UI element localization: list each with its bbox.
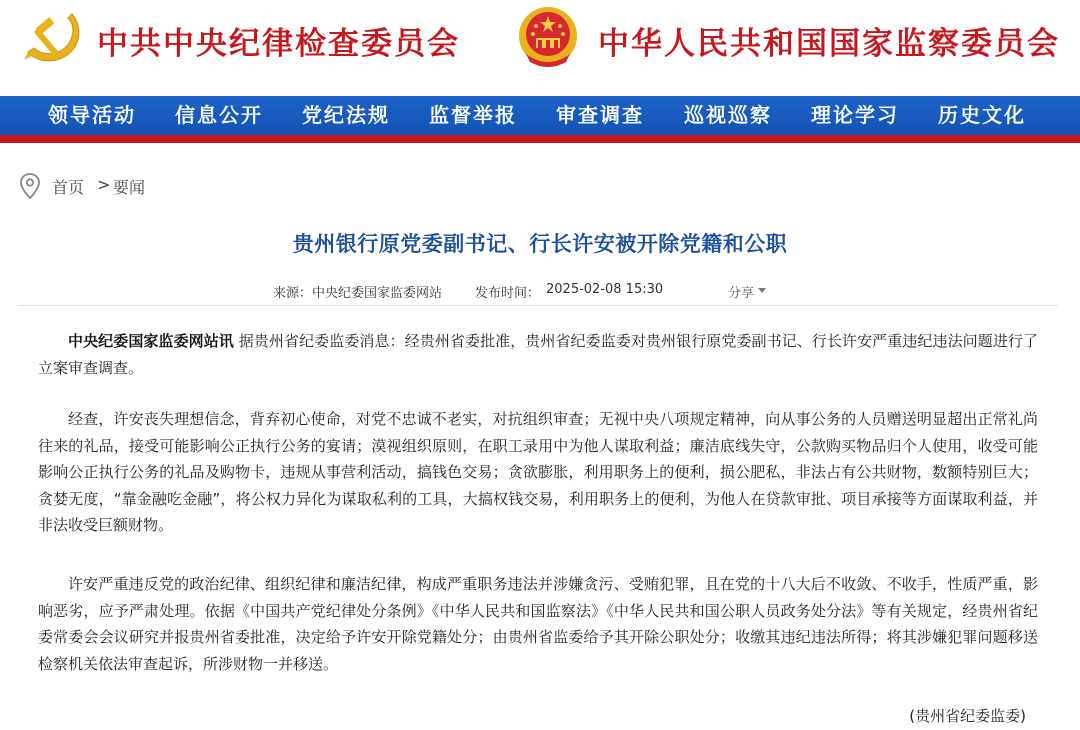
national-emblem-icon[interactable] <box>516 4 580 70</box>
footer-source: (贵州省纪委监委) <box>909 707 1026 725</box>
breadcrumb-separator: > <box>97 175 111 194</box>
nav-underline <box>0 135 1080 143</box>
party-emblem-icon[interactable] <box>22 6 84 68</box>
chevron-down-icon[interactable] <box>758 288 766 293</box>
breadcrumb-current[interactable]: 要闻 <box>113 178 146 197</box>
supervision-commission-title[interactable]: 中华人民共和国国家监察委员会 <box>598 26 1060 62</box>
article-paragraph-3: 许安严重违反党的政治纪律、组织纪律和廉洁纪律，构成严重职务违法并涉嫌贪污、受贿犯罪，且在党的十八大后不收敛、不收手，性质严重，影响恶劣，应予严肃处理。依据《中国共产党纪律处分条例》《中华人民共和国监察法》《中华人民共和国公职人员政务处分法》等有关规定，经贵州省纪委常委会会议研究并报贵州省委批准，决定给予许安开除党籍处分；由贵州省监委给予其开除公职处分；收缴其违纪违法所得；将其涉嫌犯罪问题移送检察机关依法审查起诉，所涉财物一并移送。 <box>38 575 1038 673</box>
nav-item-info-disclosure[interactable]: 信息公开 <box>175 103 263 127</box>
nav-item-regulations[interactable]: 党纪法规 <box>302 103 390 127</box>
cpc-commission-title[interactable]: 中共中央纪律检查委员会 <box>97 26 460 62</box>
paragraph-1-text: 据贵州省纪委监委消息：经贵州省委批准，贵州省纪委监委对贵州银行原党委副书记、行长许安严重违纪违法问题进行了立案审查调查。 <box>38 332 1038 377</box>
site-header <box>0 0 1080 96</box>
article-paragraph-2: 经查，许安丧失理想信念，背弃初心使命，对党不忠诚不老实，对抗组织审查；无视中央八项规定精神，向从事公务的人员赠送明显超出正常礼尚往来的礼品，接受可能影响公正执行公务的宴请；漠视组织原则，在职工录用中为他人谋取利益；廉洁底线失守，公款购买物品归个人使用，收受可能影响公正执行公务的礼品及购物卡，违规从事营利活动，搞钱色交易；贪欲膨胀，利用职务上的便利，损公肥私，非法占有公共财物，数额特别巨大；贪婪无度，“靠金融吃金融”，将公权力异化为谋取私利的工具，大搞权钱交易，利用职务上的便利，为他人在贷款审批、项目承接等方面谋取利益，并非法收受巨额财物。 <box>38 410 1038 534</box>
share-button[interactable]: 分享 <box>728 286 755 301</box>
header-divider <box>18 305 1058 306</box>
nav-item-inspection[interactable]: 巡视巡察 <box>684 103 772 127</box>
nav-item-report[interactable]: 监督举报 <box>429 103 517 127</box>
nav-item-leadership[interactable]: 领导活动 <box>48 103 136 127</box>
location-pin-icon <box>18 172 42 200</box>
source-value: 中央纪委国家监委网站 <box>312 286 443 301</box>
article-title: 贵州银行原党委副书记、行长许安被开除党籍和公职 <box>292 232 788 256</box>
nav-item-theory[interactable]: 理论学习 <box>811 103 899 127</box>
publish-time: 2025-02-08 15:30 <box>546 282 664 297</box>
nav-item-history[interactable]: 历史文化 <box>938 103 1026 127</box>
source-label: 来源： <box>273 286 313 301</box>
article-paragraph-1 <box>38 328 1038 381</box>
lead-source: 中央纪委国家监委网站讯 <box>68 332 234 350</box>
breadcrumb-home[interactable]: 首页 <box>52 178 85 197</box>
time-label: 发布时间： <box>475 286 541 301</box>
nav-item-investigation[interactable]: 审查调查 <box>556 103 644 127</box>
main-nav <box>0 96 1080 135</box>
